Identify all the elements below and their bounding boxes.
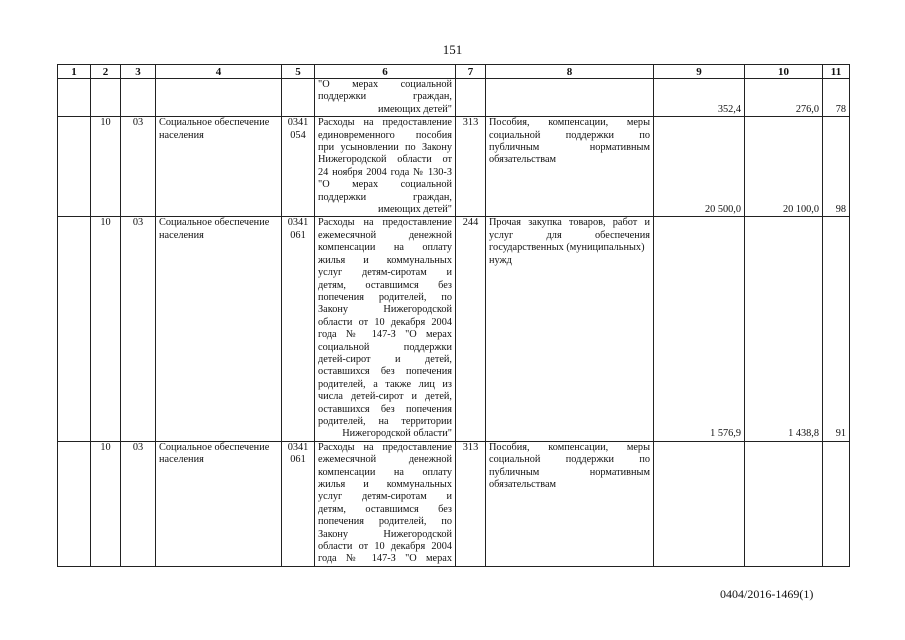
- cell-expense-type: [456, 117, 486, 217]
- expense-type-line: обязательствам: [489, 479, 557, 490]
- cell-percent: [823, 441, 850, 566]
- target-code-part1: 0341: [287, 217, 309, 229]
- actual-amount: 1 438,8: [788, 428, 819, 440]
- cell-col1: [58, 217, 91, 441]
- budget-table: [57, 64, 850, 567]
- description-line: имеющих детей": [377, 204, 452, 216]
- description-line: детей-сирот и детей,: [318, 353, 452, 365]
- description-line: детям, оставшимся без: [318, 279, 452, 291]
- description-line: услуг детям-сиротам и: [318, 267, 452, 279]
- planned-amount: 352,4: [717, 103, 741, 115]
- section-code: 10: [100, 117, 111, 129]
- expense-type-line: Пособия, компенсации, меры: [489, 117, 650, 129]
- cell-section: [91, 217, 121, 441]
- col-header-3: 3: [121, 65, 156, 79]
- target-code-part2: 061: [290, 454, 306, 466]
- description-line: поддержки граждан,: [318, 91, 452, 103]
- description-line: "О мерах социальной: [318, 79, 452, 90]
- col-header-1: 1: [58, 65, 91, 79]
- cell-subsection: [121, 217, 156, 441]
- target-code-part1: 0341: [287, 441, 309, 453]
- cell-col1: [58, 117, 91, 217]
- expense-type-line: услуг для обеспечения: [489, 229, 650, 241]
- planned-amount: 1 576,9: [710, 428, 741, 440]
- description-line: ежемесячной денежной: [318, 454, 452, 466]
- cell-target-code: [282, 441, 315, 566]
- description-line: единовременного пособия: [318, 129, 452, 141]
- description-line: имеющих детей": [377, 103, 452, 115]
- cell-description: [315, 217, 456, 441]
- col-header-5: 5: [282, 65, 315, 79]
- description-line: жилья и коммунальных: [318, 254, 452, 266]
- description-line: Закону Нижегородской: [318, 304, 452, 316]
- description-line: компенсации на оплату: [318, 242, 452, 254]
- target-code-part1: 0341: [287, 117, 309, 129]
- description-line: попечения родителей, по: [318, 516, 452, 528]
- cell-col1: [58, 79, 91, 117]
- cell-subsection: [121, 441, 156, 566]
- cell-expense-type: [456, 441, 486, 566]
- actual-amount: 276,0: [795, 103, 819, 115]
- description-line: родителей, а также лиц из: [318, 378, 452, 390]
- cell-section: [91, 117, 121, 217]
- expense-type-line: социальной поддержки по: [489, 454, 650, 466]
- description-line: жилья и коммунальных: [318, 479, 452, 490]
- page-number: 151: [442, 42, 463, 57]
- cell-actual: [745, 79, 823, 117]
- execution-percent: 91: [835, 428, 846, 440]
- cell-subsection: [121, 117, 156, 217]
- col-header-8: 8: [486, 65, 654, 79]
- cell-planned: [654, 217, 745, 441]
- description-line: Закону Нижегородской: [318, 528, 452, 540]
- cell-description: [315, 117, 456, 217]
- cell-section-name: [156, 79, 282, 117]
- cell-percent: [823, 217, 850, 441]
- col-header-9: 9: [654, 65, 745, 79]
- table-row: [58, 441, 850, 566]
- actual-amount: 20 100,0: [782, 204, 819, 216]
- description-line: "О мерах социальной: [318, 179, 452, 191]
- expense-type-line: публичным нормативным: [489, 142, 650, 154]
- description-line: Расходы на предоставление: [318, 117, 452, 129]
- expense-type-line: Пособия, компенсации, меры: [489, 441, 650, 453]
- cell-target-code: [282, 79, 315, 117]
- document-code: 0404/2016-1469(1): [720, 587, 814, 601]
- description-line: родителей, на территории: [318, 415, 452, 427]
- description-line: года № 147-З "О мерах: [318, 553, 452, 565]
- expense-type-code: 313: [462, 441, 479, 453]
- col-header-7: 7: [456, 65, 486, 79]
- description-line: поддержки граждан,: [318, 191, 452, 203]
- table-row: [58, 79, 850, 117]
- cell-section-name: [156, 217, 282, 441]
- description-line: Нижегородской области": [342, 428, 452, 440]
- cell-target-code: [282, 217, 315, 441]
- execution-percent: 98: [835, 204, 846, 216]
- description-line: детям, оставшимся без: [318, 503, 452, 515]
- cell-planned: [654, 117, 745, 217]
- col-header-11: 11: [823, 65, 850, 79]
- cell-expense-type: [456, 217, 486, 441]
- table-row: [58, 217, 850, 441]
- description-line: попечения родителей, по: [318, 291, 452, 303]
- expense-type-line: социальной поддержки по: [489, 129, 650, 141]
- table-row: [58, 117, 850, 217]
- section-name: Социальное обеспечение населения: [159, 117, 270, 141]
- cell-percent: [823, 117, 850, 217]
- cell-expense-type-name: [486, 117, 654, 217]
- description-line: ежемесячной денежной: [318, 229, 452, 241]
- cell-percent: [823, 79, 850, 117]
- description-line: года № 147-З "О мерах: [318, 329, 452, 341]
- subsection-code: 03: [132, 117, 144, 129]
- description-line: области от 10 декабря 2004: [318, 316, 452, 328]
- section-code: 10: [100, 217, 111, 229]
- expense-type-line: обязательствам: [489, 154, 557, 166]
- description-line: компенсации на оплату: [318, 466, 452, 478]
- expense-type-code: 244: [462, 217, 479, 229]
- cell-planned: [654, 79, 745, 117]
- expense-type-line: Прочая закупка товаров, работ и: [489, 217, 650, 229]
- execution-percent: 78: [835, 103, 846, 115]
- description-line: услуг детям-сиротам и: [318, 491, 452, 503]
- description-line: оставшихся без попечения: [318, 403, 452, 415]
- section-name: Социальное обеспечение населения: [159, 217, 270, 241]
- header-row: [58, 65, 850, 79]
- description-line: Нижегородской области от: [318, 154, 452, 166]
- description-line: 24 ноября 2004 года № 130-З: [318, 166, 452, 178]
- cell-section-name: [156, 117, 282, 217]
- cell-expense-type-name: [486, 217, 654, 441]
- description-line: Расходы на предоставление: [318, 441, 452, 453]
- cell-section: [91, 79, 121, 117]
- subsection-code: 03: [132, 441, 144, 453]
- subsection-code: 03: [132, 217, 144, 229]
- cell-section-name: [156, 441, 282, 566]
- cell-description: [315, 79, 456, 117]
- target-code-part2: 054: [290, 129, 306, 141]
- cell-target-code: [282, 117, 315, 217]
- section-code: 10: [100, 441, 111, 453]
- description-line: области от 10 декабря 2004: [318, 541, 452, 553]
- cell-actual: [745, 117, 823, 217]
- description-line: социальной поддержки: [318, 341, 452, 353]
- col-header-6: 6: [315, 65, 456, 79]
- description-line: Расходы на предоставление: [318, 217, 452, 229]
- section-name: Социальное обеспечение населения: [159, 441, 270, 466]
- cell-expense-type: [456, 79, 486, 117]
- description-line: при усыновлении по Закону: [318, 142, 452, 154]
- cell-section: [91, 441, 121, 566]
- cell-description: [315, 441, 456, 566]
- col-header-4: 4: [156, 65, 282, 79]
- cell-expense-type-name: [486, 79, 654, 117]
- description-line: оставшихся без попечения: [318, 366, 452, 378]
- description-line: числа детей-сирот и детей,: [318, 391, 452, 403]
- cell-planned: [654, 441, 745, 566]
- planned-amount: 20 500,0: [704, 204, 741, 216]
- cell-actual: [745, 217, 823, 441]
- cell-actual: [745, 441, 823, 566]
- col-header-10: 10: [745, 65, 823, 79]
- expense-type-line: государственных (муниципальных) нужд: [489, 242, 645, 266]
- expense-type-code: 313: [462, 117, 479, 129]
- target-code-part2: 061: [290, 229, 306, 241]
- cell-col1: [58, 441, 91, 566]
- col-header-2: 2: [91, 65, 121, 79]
- expense-type-line: публичным нормативным: [489, 466, 650, 478]
- cell-subsection: [121, 79, 156, 117]
- cell-expense-type-name: [486, 441, 654, 566]
